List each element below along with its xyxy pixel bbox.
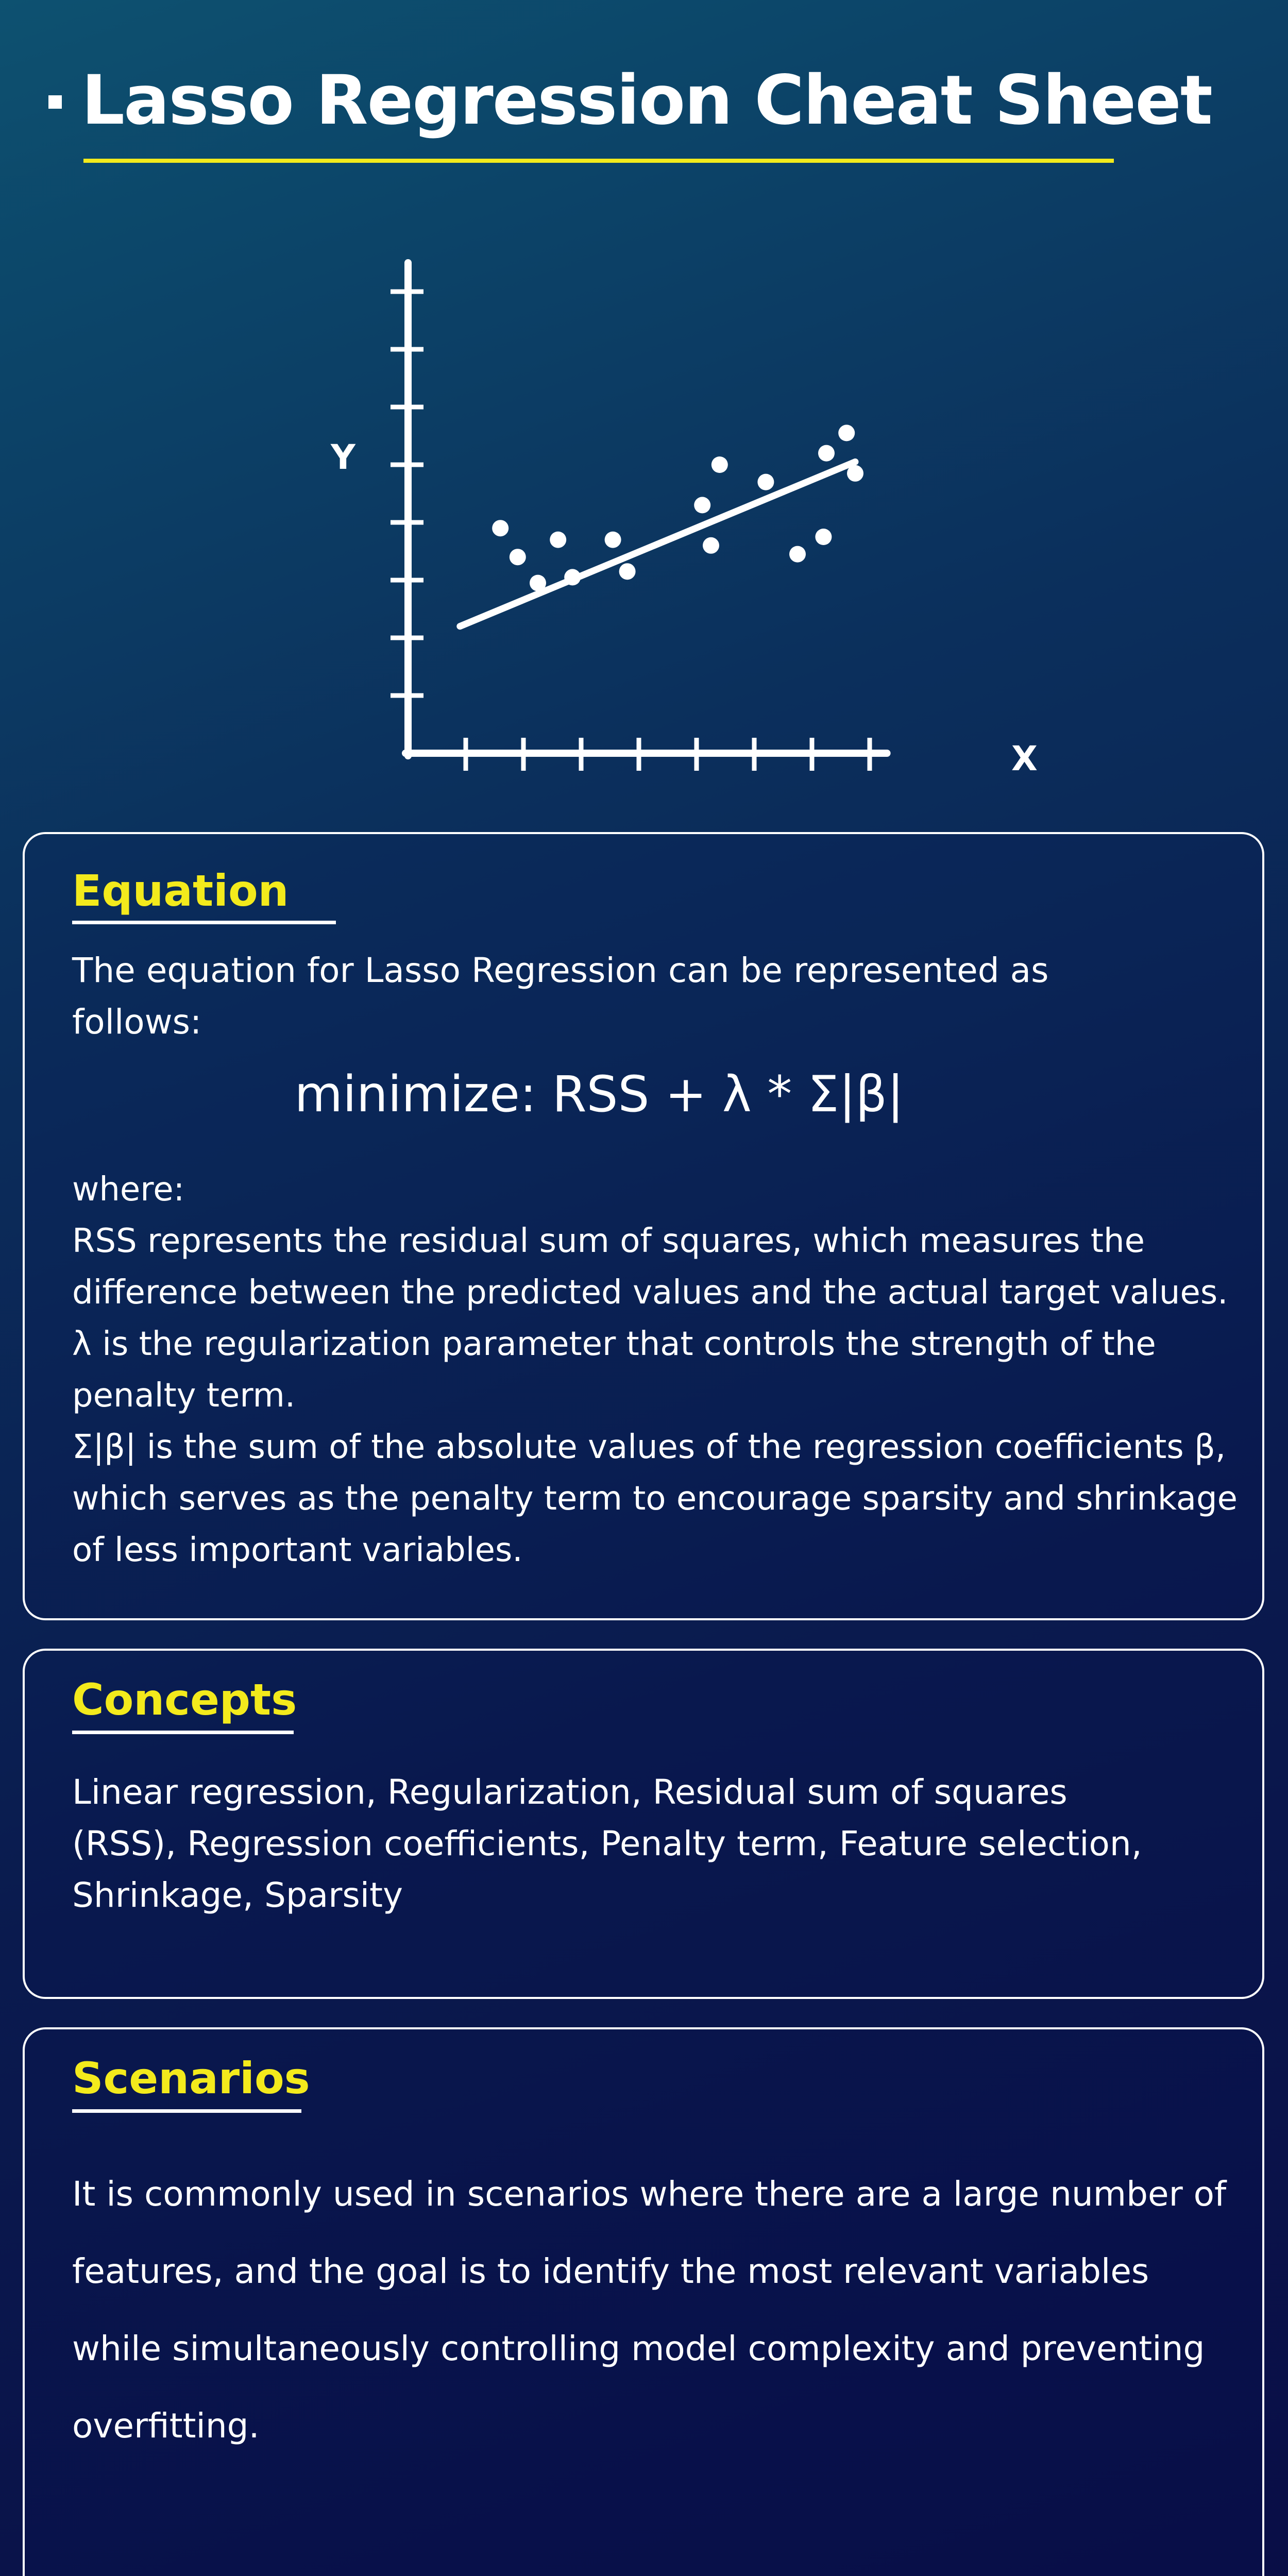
title-underline — [83, 159, 1114, 163]
equation-heading: Equation — [72, 866, 289, 916]
page-title: Lasso Regression Cheat Sheet — [81, 61, 1212, 140]
scenarios-text: It is commonly used in scenarios where there are a large number of features, and the goal is to identify the most relevant variables while simultaneously controlling model complexity and preventing overfitting. — [72, 2174, 1227, 2446]
data-point — [789, 546, 806, 563]
scenarios-card — [23, 2027, 1264, 2576]
data-point — [530, 575, 546, 591]
data-point — [510, 549, 526, 565]
data-point — [757, 474, 774, 490]
plot-axes — [391, 263, 887, 771]
regression-line — [460, 462, 855, 626]
data-point — [564, 569, 581, 585]
data-point — [550, 532, 566, 548]
data-point — [815, 529, 832, 545]
header — [0, 0, 1288, 185]
concepts-heading-underline — [72, 1731, 294, 1734]
concepts-heading: Concepts — [72, 1674, 297, 1725]
plot-fit-line — [460, 462, 855, 626]
scenarios-heading: Scenarios — [72, 2053, 310, 2104]
x-axis-label: X — [1011, 739, 1038, 778]
data-point — [838, 425, 855, 441]
data-point — [847, 465, 863, 482]
data-point — [818, 445, 835, 462]
title-bullet-icon — [48, 95, 62, 109]
data-point — [619, 563, 636, 580]
plot-points — [492, 425, 863, 591]
concepts-card — [23, 1649, 1264, 1999]
equation-formula: minimize: RSS + λ * Σ|β| — [294, 1065, 904, 1123]
data-point — [694, 497, 710, 513]
data-point — [703, 537, 719, 554]
y-axis-label: Y — [331, 437, 355, 477]
data-point — [605, 532, 621, 548]
regression-plot — [289, 247, 1092, 793]
data-point — [711, 456, 728, 473]
equation-details: where: RSS represents the residual sum of squares, which measures the difference between the predicted values and the actual target values. λ is the regularization parameter that controls the strength of the penalty term. Σ|β| is the sum of the absolute values of the regression coefficients β, which serves as the penalty term to encourage sparsity and shrinkage of less important variables. — [72, 1171, 1238, 1569]
concepts-text: Linear regression, Regularization, Residual sum of squares (RSS), Regression coefficients, Penalty term, Feature selection, Shrinkage, Sparsity — [72, 1772, 1142, 1915]
equation-intro: The equation for Lasso Regression can be represented as follows: — [72, 951, 1049, 1042]
regression-plot-svg — [289, 247, 1092, 793]
equation-heading-underline — [72, 921, 336, 924]
equation-card — [23, 832, 1264, 1620]
scenarios-heading-underline — [72, 2109, 301, 2113]
data-point — [492, 520, 509, 536]
